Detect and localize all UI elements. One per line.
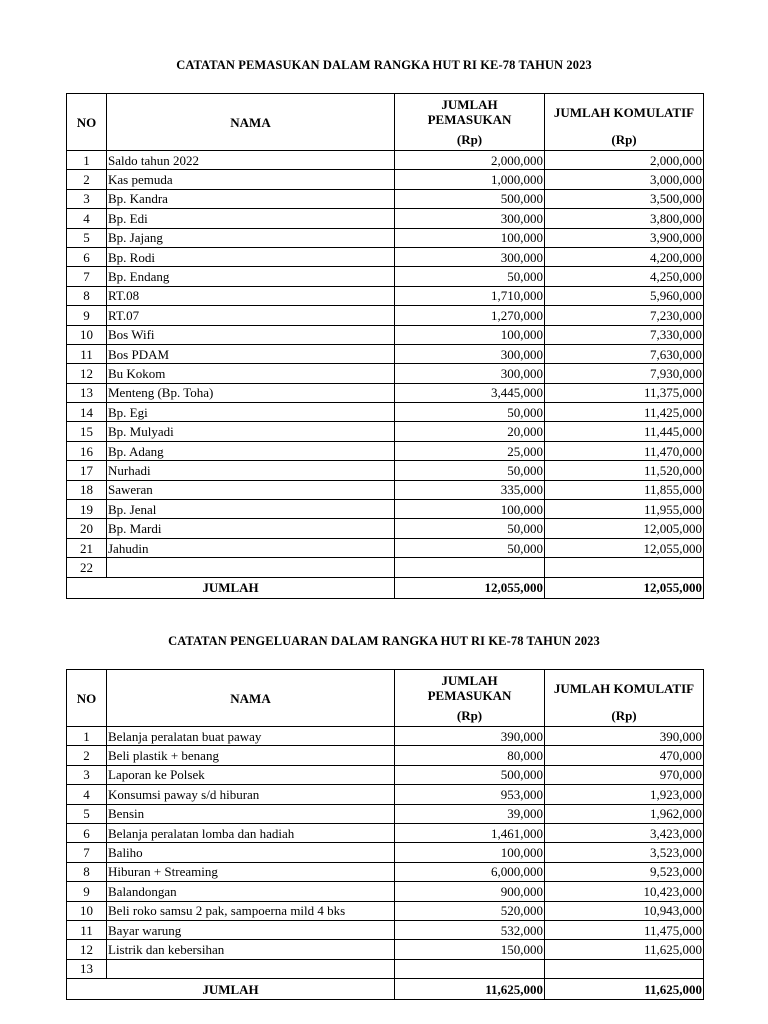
table-row xyxy=(67,209,704,228)
row-amount: 50,000 xyxy=(395,519,545,538)
row-amount: 335,000 xyxy=(395,480,545,499)
row-cumulative: 7,630,000 xyxy=(545,344,704,363)
total-row xyxy=(67,979,704,1000)
table-row xyxy=(67,920,704,939)
row-cumulative: 7,230,000 xyxy=(545,306,704,325)
row-name: Bu Kokom xyxy=(107,364,395,383)
expense-header-no: NO xyxy=(67,670,107,727)
row-name: Bp. Jajang xyxy=(107,228,395,247)
row-amount xyxy=(395,558,545,577)
row-no: 12 xyxy=(67,940,107,959)
table-row xyxy=(67,344,704,363)
row-no: 9 xyxy=(67,882,107,901)
row-name: Beli roko samsu 2 pak, sampoerna mild 4 bks xyxy=(107,901,395,920)
row-no: 10 xyxy=(67,325,107,344)
row-name: Bayar warung xyxy=(107,920,395,939)
row-amount: 900,000 xyxy=(395,882,545,901)
row-cumulative: 970,000 xyxy=(545,765,704,784)
row-no: 18 xyxy=(67,480,107,499)
table-row xyxy=(67,785,704,804)
row-cumulative: 11,955,000 xyxy=(545,500,704,519)
row-name: Kas pemuda xyxy=(107,170,395,189)
income-header-cumulative: JUMLAH KOMULATIF xyxy=(545,94,704,131)
row-name: Saweran xyxy=(107,480,395,499)
income-table xyxy=(66,93,704,599)
row-cumulative: 11,470,000 xyxy=(545,441,704,460)
row-amount: 6,000,000 xyxy=(395,862,545,881)
table-row xyxy=(67,403,704,422)
row-no: 4 xyxy=(67,209,107,228)
row-amount: 300,000 xyxy=(395,364,545,383)
row-name xyxy=(107,959,395,978)
row-name: Bp. Mulyadi xyxy=(107,422,395,441)
row-no: 15 xyxy=(67,422,107,441)
row-no: 13 xyxy=(67,959,107,978)
table-row xyxy=(67,940,704,959)
row-amount: 532,000 xyxy=(395,920,545,939)
table-row xyxy=(67,480,704,499)
row-cumulative: 10,423,000 xyxy=(545,882,704,901)
row-cumulative: 5,960,000 xyxy=(545,286,704,305)
row-cumulative: 7,330,000 xyxy=(545,325,704,344)
row-cumulative: 10,943,000 xyxy=(545,901,704,920)
table-row xyxy=(67,746,704,765)
table-row xyxy=(67,422,704,441)
row-cumulative: 3,800,000 xyxy=(545,209,704,228)
income-table-body xyxy=(67,94,704,599)
row-name: Hiburan + Streaming xyxy=(107,862,395,881)
row-no: 3 xyxy=(67,189,107,208)
row-name: Jahudin xyxy=(107,538,395,557)
row-no: 17 xyxy=(67,461,107,480)
row-amount: 300,000 xyxy=(395,209,545,228)
row-no: 8 xyxy=(67,286,107,305)
row-cumulative: 4,200,000 xyxy=(545,247,704,266)
row-cumulative: 2,000,000 xyxy=(545,151,704,170)
row-no: 13 xyxy=(67,383,107,402)
row-amount: 500,000 xyxy=(395,189,545,208)
row-no: 21 xyxy=(67,538,107,557)
expense-table-body xyxy=(67,670,704,1000)
row-name: RT.08 xyxy=(107,286,395,305)
table-row xyxy=(67,286,704,305)
row-name: Bp. Endang xyxy=(107,267,395,286)
row-no: 22 xyxy=(67,558,107,577)
income-header-no: NO xyxy=(67,94,107,151)
table-row xyxy=(67,306,704,325)
row-amount: 50,000 xyxy=(395,267,545,286)
total-row xyxy=(67,577,704,598)
row-cumulative: 1,962,000 xyxy=(545,804,704,823)
income-header-unit-cumulative: (Rp) xyxy=(545,130,704,151)
row-cumulative: 3,523,000 xyxy=(545,843,704,862)
expense-header-cumulative: JUMLAH KOMULATIF xyxy=(545,670,704,707)
row-cumulative: 3,423,000 xyxy=(545,823,704,842)
row-no: 5 xyxy=(67,228,107,247)
row-amount xyxy=(395,959,545,978)
row-no: 12 xyxy=(67,364,107,383)
row-name: Nurhadi xyxy=(107,461,395,480)
expense-header-name: NAMA xyxy=(107,670,395,727)
row-amount: 50,000 xyxy=(395,403,545,422)
row-amount: 100,000 xyxy=(395,228,545,247)
row-cumulative: 1,923,000 xyxy=(545,785,704,804)
table-row xyxy=(67,727,704,746)
row-amount: 25,000 xyxy=(395,441,545,460)
row-amount: 150,000 xyxy=(395,940,545,959)
total-label: JUMLAH xyxy=(67,577,395,598)
row-cumulative: 390,000 xyxy=(545,727,704,746)
row-cumulative: 11,375,000 xyxy=(545,383,704,402)
row-name: Bp. Edi xyxy=(107,209,395,228)
row-no: 2 xyxy=(67,170,107,189)
row-amount: 2,000,000 xyxy=(395,151,545,170)
row-name: Beli plastik + benang xyxy=(107,746,395,765)
row-amount: 953,000 xyxy=(395,785,545,804)
expense-header-unit-amount: (Rp) xyxy=(395,706,545,727)
row-no: 9 xyxy=(67,306,107,325)
row-no: 19 xyxy=(67,500,107,519)
row-cumulative: 12,005,000 xyxy=(545,519,704,538)
income-header-unit-amount: (Rp) xyxy=(395,130,545,151)
row-no: 11 xyxy=(67,920,107,939)
table-row xyxy=(67,538,704,557)
row-no: 7 xyxy=(67,267,107,286)
total-cumulative: 11,625,000 xyxy=(545,979,704,1000)
row-amount: 1,461,000 xyxy=(395,823,545,842)
table-row xyxy=(67,519,704,538)
row-name: Laporan ke Polsek xyxy=(107,765,395,784)
row-no: 2 xyxy=(67,746,107,765)
row-amount: 1,710,000 xyxy=(395,286,545,305)
row-cumulative xyxy=(545,959,704,978)
income-header-amount: JUMLAH PEMASUKAN xyxy=(395,94,545,131)
row-cumulative: 7,930,000 xyxy=(545,364,704,383)
table-row xyxy=(67,267,704,286)
table-row xyxy=(67,189,704,208)
table-row xyxy=(67,843,704,862)
row-amount: 300,000 xyxy=(395,344,545,363)
expense-table xyxy=(66,669,704,1000)
row-no: 14 xyxy=(67,403,107,422)
row-amount: 100,000 xyxy=(395,500,545,519)
row-name xyxy=(107,558,395,577)
row-name: Bp. Rodi xyxy=(107,247,395,266)
row-name: Listrik dan kebersihan xyxy=(107,940,395,959)
row-cumulative: 4,250,000 xyxy=(545,267,704,286)
row-name: Bos PDAM xyxy=(107,344,395,363)
total-cumulative: 12,055,000 xyxy=(545,577,704,598)
row-no: 4 xyxy=(67,785,107,804)
total-amount: 11,625,000 xyxy=(395,979,545,1000)
table-row xyxy=(67,558,704,577)
row-amount: 300,000 xyxy=(395,247,545,266)
row-cumulative: 11,520,000 xyxy=(545,461,704,480)
row-cumulative: 3,900,000 xyxy=(545,228,704,247)
row-name: Balandongan xyxy=(107,882,395,901)
row-cumulative xyxy=(545,558,704,577)
income-header-name: NAMA xyxy=(107,94,395,151)
row-amount: 20,000 xyxy=(395,422,545,441)
table-row xyxy=(67,500,704,519)
row-cumulative: 11,625,000 xyxy=(545,940,704,959)
row-name: Belanja peralatan lomba dan hadiah xyxy=(107,823,395,842)
row-no: 1 xyxy=(67,151,107,170)
row-amount: 80,000 xyxy=(395,746,545,765)
table-row xyxy=(67,383,704,402)
total-amount: 12,055,000 xyxy=(395,577,545,598)
row-cumulative: 11,475,000 xyxy=(545,920,704,939)
row-no: 8 xyxy=(67,862,107,881)
table-row xyxy=(67,804,704,823)
row-amount: 3,445,000 xyxy=(395,383,545,402)
row-amount: 50,000 xyxy=(395,538,545,557)
row-name: Bp. Jenal xyxy=(107,500,395,519)
row-amount: 100,000 xyxy=(395,843,545,862)
row-cumulative: 11,445,000 xyxy=(545,422,704,441)
expense-header-unit-cumulative: (Rp) xyxy=(545,706,704,727)
table-row xyxy=(67,228,704,247)
row-name: Baliho xyxy=(107,843,395,862)
row-name: Saldo tahun 2022 xyxy=(107,151,395,170)
row-no: 3 xyxy=(67,765,107,784)
row-name: Menteng (Bp. Toha) xyxy=(107,383,395,402)
table-row xyxy=(67,325,704,344)
table-row xyxy=(67,461,704,480)
row-amount: 100,000 xyxy=(395,325,545,344)
row-no: 16 xyxy=(67,441,107,460)
table-row xyxy=(67,364,704,383)
table-row xyxy=(67,247,704,266)
total-label: JUMLAH xyxy=(67,979,395,1000)
row-no: 20 xyxy=(67,519,107,538)
row-name: Bensin xyxy=(107,804,395,823)
row-no: 1 xyxy=(67,727,107,746)
row-cumulative: 11,425,000 xyxy=(545,403,704,422)
expense-header-amount: JUMLAH PEMASUKAN xyxy=(395,670,545,707)
row-amount: 390,000 xyxy=(395,727,545,746)
row-cumulative: 12,055,000 xyxy=(545,538,704,557)
expense-title: CATATAN PENGELUARAN DALAM RANGKA HUT RI KE-78 TAHUN 2023 xyxy=(168,634,600,648)
row-amount: 39,000 xyxy=(395,804,545,823)
income-title: CATATAN PEMASUKAN DALAM RANGKA HUT RI KE-78 TAHUN 2023 xyxy=(176,58,592,72)
row-name: Konsumsi paway s/d hiburan xyxy=(107,785,395,804)
income-header-row xyxy=(67,94,704,131)
row-no: 11 xyxy=(67,344,107,363)
row-name: Bp. Egi xyxy=(107,403,395,422)
row-name: RT.07 xyxy=(107,306,395,325)
row-name: Bp. Kandra xyxy=(107,189,395,208)
row-amount: 500,000 xyxy=(395,765,545,784)
row-no: 6 xyxy=(67,823,107,842)
table-row xyxy=(67,170,704,189)
table-row xyxy=(67,765,704,784)
row-cumulative: 3,500,000 xyxy=(545,189,704,208)
row-cumulative: 3,000,000 xyxy=(545,170,704,189)
row-name: Bos Wifi xyxy=(107,325,395,344)
row-no: 10 xyxy=(67,901,107,920)
table-row xyxy=(67,151,704,170)
row-cumulative: 470,000 xyxy=(545,746,704,765)
row-no: 5 xyxy=(67,804,107,823)
expense-header-row xyxy=(67,670,704,707)
row-amount: 50,000 xyxy=(395,461,545,480)
table-row xyxy=(67,901,704,920)
table-row xyxy=(67,959,704,978)
row-cumulative: 9,523,000 xyxy=(545,862,704,881)
row-no: 7 xyxy=(67,843,107,862)
table-row xyxy=(67,823,704,842)
row-cumulative: 11,855,000 xyxy=(545,480,704,499)
row-amount: 520,000 xyxy=(395,901,545,920)
row-name: Belanja peralatan buat paway xyxy=(107,727,395,746)
row-amount: 1,000,000 xyxy=(395,170,545,189)
table-row xyxy=(67,862,704,881)
row-name: Bp. Adang xyxy=(107,441,395,460)
row-no: 6 xyxy=(67,247,107,266)
table-row xyxy=(67,441,704,460)
row-name: Bp. Mardi xyxy=(107,519,395,538)
table-row xyxy=(67,882,704,901)
row-amount: 1,270,000 xyxy=(395,306,545,325)
